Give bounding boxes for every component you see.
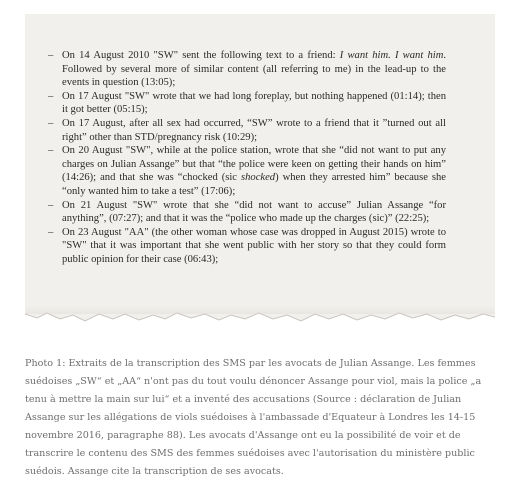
sms-excerpt-list	[48, 49, 446, 267]
document-photo	[25, 14, 495, 344]
sms-entry: – On 23 August "AA" (the other woman whose case was dropped in August 2015) wrote to "SW" that it was important that she went public with her story so that they could form public opinion for their case (06:43);	[48, 226, 446, 267]
torn-paper-edge	[25, 284, 495, 344]
sms-entry: – On 21 August "SW" wrote that she “did not want to accuse” Julian Assange “for anything”, (07:27); and that it was the “police who made up the charges (sic)” (22:25);	[48, 199, 446, 226]
sms-entry: – On 20 August "SW", while at the police station, wrote that she “did not want to put any charges on Julian Assange” but that “the police were keen on getting their hands on him” (14:26); and that she was “chocked (sic shocked) when they arrested him” because she “only wanted him to take a test” (17:06);	[48, 144, 446, 198]
photo-caption: Photo 1: Extraits de la transcription des SMS par les avocats de Julian Assange. Les femmes suédoises „SW“ et „AA“ n'ont pas du tout voulu dénoncer Assange pour viol, mais la police „a tenu à mettre la main sur lui“ et a inventé des accusations (Source : déclaration de Julian Assange sur les allégations de viols suédoises à l'ambassade d'Equateur à Londres les 14-15 novembre 2016, paragraphe 88). Les avocats d'Assange ont eu la possibilité de voir et de transcrire le contenu des SMS des femmes suédoises avec l'autorisation du ministère public suédois. Assange cite la transcription de ses avocats.	[25, 358, 482, 477]
sms-entry: – On 17 August "SW" wrote that we had long foreplay, but nothing happened (01:14); then it got better (05:15);	[48, 90, 446, 117]
sms-entry: – On 14 August 2010 "SW" sent the following text to a friend: I want him. I want him. Followed by several more of similar content (all referring to me) in the lead-up to the events in question (13:05);	[48, 49, 446, 90]
sms-entry: – On 17 August, after all sex had occurred, “SW” wrote to a friend that it ”turned out all right” other than STD/pregnancy risk (10:29);	[48, 117, 446, 144]
